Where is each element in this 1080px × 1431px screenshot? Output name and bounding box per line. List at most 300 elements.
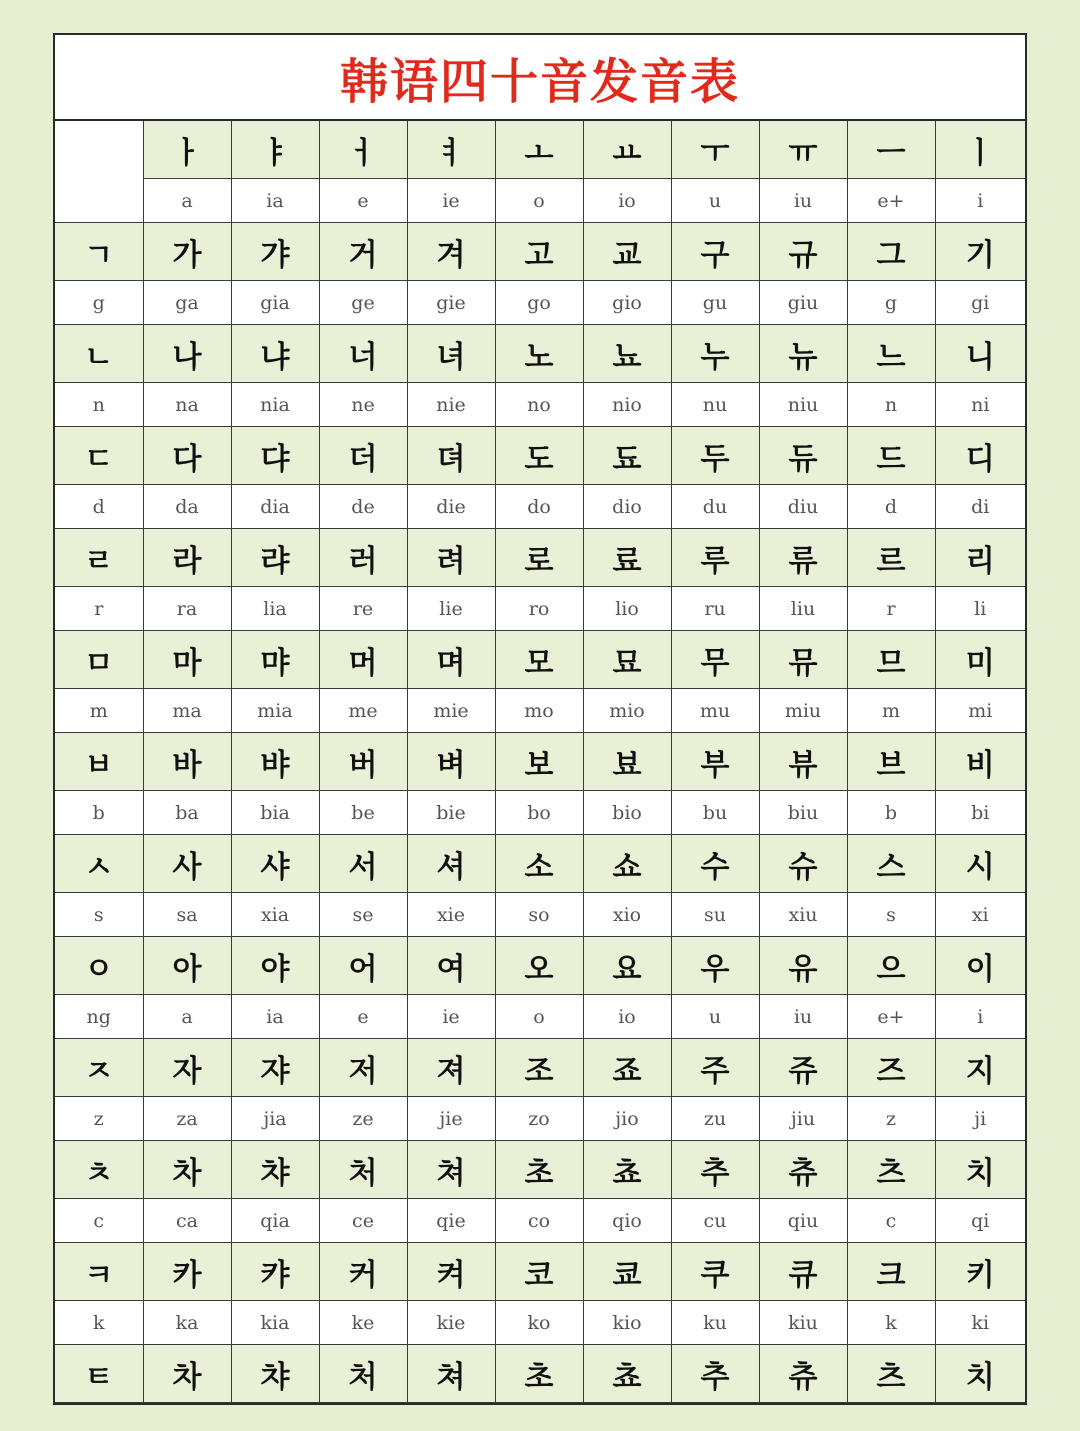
vowel-roman-cell: e bbox=[319, 179, 407, 223]
reading-cell: e+ bbox=[847, 995, 935, 1039]
reading-cell: xio bbox=[583, 893, 671, 937]
syllable-row bbox=[55, 427, 1025, 485]
reading-cell: kio bbox=[583, 1301, 671, 1345]
syllable-cell: 코 bbox=[495, 1243, 583, 1301]
syllable-cell: 뵤 bbox=[583, 733, 671, 791]
syllable-row bbox=[55, 529, 1025, 587]
reading-cell: ji bbox=[935, 1097, 1025, 1141]
syllable-cell: 뷰 bbox=[759, 733, 847, 791]
syllable-cell: 치 bbox=[935, 1141, 1025, 1199]
vowel-cell: ㅠ bbox=[759, 121, 847, 179]
syllable-row bbox=[55, 325, 1025, 383]
syllable-cell: 나 bbox=[143, 325, 231, 383]
consonant-roman-cell: n bbox=[55, 383, 143, 427]
reading-cell: gia bbox=[231, 281, 319, 325]
reading-row bbox=[55, 383, 1025, 427]
syllable-cell: 거 bbox=[319, 223, 407, 281]
reading-cell: zo bbox=[495, 1097, 583, 1141]
reading-cell: jia bbox=[231, 1097, 319, 1141]
syllable-cell: 바 bbox=[143, 733, 231, 791]
reading-cell: biu bbox=[759, 791, 847, 835]
syllable-cell: 치 bbox=[935, 1345, 1025, 1403]
syllable-row bbox=[55, 937, 1025, 995]
reading-cell: mie bbox=[407, 689, 495, 733]
syllable-cell: 추 bbox=[671, 1345, 759, 1403]
reading-row bbox=[55, 1199, 1025, 1243]
syllable-cell: 수 bbox=[671, 835, 759, 893]
syllable-cell: 추 bbox=[671, 1141, 759, 1199]
consonant-cell: ㄴ bbox=[55, 325, 143, 383]
reading-cell: na bbox=[143, 383, 231, 427]
reading-cell: su bbox=[671, 893, 759, 937]
reading-cell: de bbox=[319, 485, 407, 529]
syllable-cell: 차 bbox=[143, 1141, 231, 1199]
reading-cell: s bbox=[847, 893, 935, 937]
vowel-cell: ㅕ bbox=[407, 121, 495, 179]
reading-row bbox=[55, 689, 1025, 733]
syllable-cell: 며 bbox=[407, 631, 495, 689]
reading-cell: xie bbox=[407, 893, 495, 937]
syllable-cell: 어 bbox=[319, 937, 407, 995]
reading-cell: cu bbox=[671, 1199, 759, 1243]
syllable-cell: 자 bbox=[143, 1039, 231, 1097]
hangul-table bbox=[55, 121, 1025, 1403]
syllable-cell: 츄 bbox=[759, 1141, 847, 1199]
vowel-header-row bbox=[55, 121, 1025, 179]
consonant-roman-cell: m bbox=[55, 689, 143, 733]
syllable-cell: 으 bbox=[847, 937, 935, 995]
syllable-cell: 서 bbox=[319, 835, 407, 893]
reading-cell: da bbox=[143, 485, 231, 529]
consonant-cell: ㅊ bbox=[55, 1141, 143, 1199]
vowel-cell: ㅗ bbox=[495, 121, 583, 179]
reading-cell: ne bbox=[319, 383, 407, 427]
vowel-cell: ㅛ bbox=[583, 121, 671, 179]
reading-cell: i bbox=[935, 995, 1025, 1039]
syllable-cell: 쳐 bbox=[407, 1345, 495, 1403]
reading-row bbox=[55, 893, 1025, 937]
reading-cell: qia bbox=[231, 1199, 319, 1243]
syllable-cell: 처 bbox=[319, 1345, 407, 1403]
syllable-cell: 듀 bbox=[759, 427, 847, 485]
syllable-cell: 쥬 bbox=[759, 1039, 847, 1097]
syllable-cell: 지 bbox=[935, 1039, 1025, 1097]
vowel-roman-cell: e+ bbox=[847, 179, 935, 223]
consonant-roman-cell: s bbox=[55, 893, 143, 937]
vowel-roman-cell: ia bbox=[231, 179, 319, 223]
reading-cell: e bbox=[319, 995, 407, 1039]
reading-cell: do bbox=[495, 485, 583, 529]
syllable-cell: 로 bbox=[495, 529, 583, 587]
reading-cell: liu bbox=[759, 587, 847, 631]
reading-cell: kiu bbox=[759, 1301, 847, 1345]
syllable-cell: 슈 bbox=[759, 835, 847, 893]
vowel-cell: ㅓ bbox=[319, 121, 407, 179]
syllable-cell: 즈 bbox=[847, 1039, 935, 1097]
reading-cell: me bbox=[319, 689, 407, 733]
reading-cell: bie bbox=[407, 791, 495, 835]
reading-cell: xiu bbox=[759, 893, 847, 937]
syllable-cell: 보 bbox=[495, 733, 583, 791]
reading-cell: nio bbox=[583, 383, 671, 427]
syllable-cell: 쳐 bbox=[407, 1141, 495, 1199]
syllable-cell: 냐 bbox=[231, 325, 319, 383]
reading-cell: xi bbox=[935, 893, 1025, 937]
reading-cell: so bbox=[495, 893, 583, 937]
reading-cell: dia bbox=[231, 485, 319, 529]
syllable-cell: 디 bbox=[935, 427, 1025, 485]
syllable-cell: 려 bbox=[407, 529, 495, 587]
consonant-cell: ㅌ bbox=[55, 1345, 143, 1403]
consonant-roman-cell: g bbox=[55, 281, 143, 325]
reading-cell: jie bbox=[407, 1097, 495, 1141]
reading-cell: ba bbox=[143, 791, 231, 835]
syllable-cell: 겨 bbox=[407, 223, 495, 281]
syllable-cell: 저 bbox=[319, 1039, 407, 1097]
vowel-cell: ㅏ bbox=[143, 121, 231, 179]
syllable-cell: 초 bbox=[495, 1141, 583, 1199]
syllable-cell: 조 bbox=[495, 1039, 583, 1097]
syllable-cell: 야 bbox=[231, 937, 319, 995]
reading-cell: gio bbox=[583, 281, 671, 325]
reading-cell: nia bbox=[231, 383, 319, 427]
syllable-cell: 뱌 bbox=[231, 733, 319, 791]
reading-cell: ma bbox=[143, 689, 231, 733]
syllable-cell: 먀 bbox=[231, 631, 319, 689]
syllable-cell: 유 bbox=[759, 937, 847, 995]
syllable-cell: 요 bbox=[583, 937, 671, 995]
reading-cell: giu bbox=[759, 281, 847, 325]
syllable-cell: 크 bbox=[847, 1243, 935, 1301]
reading-cell: qio bbox=[583, 1199, 671, 1243]
corner-cell bbox=[55, 121, 143, 223]
syllable-cell: 러 bbox=[319, 529, 407, 587]
syllable-cell: 캬 bbox=[231, 1243, 319, 1301]
reading-cell: ni bbox=[935, 383, 1025, 427]
vowel-cell: ㅑ bbox=[231, 121, 319, 179]
reading-cell: ie bbox=[407, 995, 495, 1039]
reading-cell: lia bbox=[231, 587, 319, 631]
reading-cell: g bbox=[847, 281, 935, 325]
syllable-cell: 켜 bbox=[407, 1243, 495, 1301]
syllable-row bbox=[55, 1141, 1025, 1199]
reading-row bbox=[55, 485, 1025, 529]
consonant-cell: ㅂ bbox=[55, 733, 143, 791]
reading-cell: qie bbox=[407, 1199, 495, 1243]
syllable-cell: 랴 bbox=[231, 529, 319, 587]
syllable-cell: 셔 bbox=[407, 835, 495, 893]
vowel-roman-cell: u bbox=[671, 179, 759, 223]
vowel-roman-cell: i bbox=[935, 179, 1025, 223]
syllable-cell: 츄 bbox=[759, 1345, 847, 1403]
reading-cell: bu bbox=[671, 791, 759, 835]
syllable-cell: 미 bbox=[935, 631, 1025, 689]
reading-cell: qiu bbox=[759, 1199, 847, 1243]
reading-cell: ko bbox=[495, 1301, 583, 1345]
syllable-cell: 죠 bbox=[583, 1039, 671, 1097]
reading-row bbox=[55, 281, 1025, 325]
reading-cell: bio bbox=[583, 791, 671, 835]
reading-cell: jio bbox=[583, 1097, 671, 1141]
syllable-cell: 드 bbox=[847, 427, 935, 485]
reading-cell: qi bbox=[935, 1199, 1025, 1243]
syllable-cell: 누 bbox=[671, 325, 759, 383]
syllable-cell: 스 bbox=[847, 835, 935, 893]
reading-cell: ga bbox=[143, 281, 231, 325]
reading-row bbox=[55, 587, 1025, 631]
syllable-cell: 차 bbox=[143, 1345, 231, 1403]
reading-cell: ia bbox=[231, 995, 319, 1039]
syllable-row bbox=[55, 631, 1025, 689]
reading-cell: bi bbox=[935, 791, 1025, 835]
reading-cell: mu bbox=[671, 689, 759, 733]
consonant-cell: ㅋ bbox=[55, 1243, 143, 1301]
syllable-cell: 묘 bbox=[583, 631, 671, 689]
reading-cell: lie bbox=[407, 587, 495, 631]
syllable-row bbox=[55, 1345, 1025, 1403]
consonant-cell: ㅁ bbox=[55, 631, 143, 689]
reading-cell: di bbox=[935, 485, 1025, 529]
syllable-cell: 주 bbox=[671, 1039, 759, 1097]
syllable-cell: 버 bbox=[319, 733, 407, 791]
syllable-cell: 챠 bbox=[231, 1345, 319, 1403]
syllable-cell: 츠 bbox=[847, 1345, 935, 1403]
syllable-cell: 녀 bbox=[407, 325, 495, 383]
vowel-roman-cell: io bbox=[583, 179, 671, 223]
consonant-roman-cell: d bbox=[55, 485, 143, 529]
syllable-cell: 뎌 bbox=[407, 427, 495, 485]
reading-cell: ru bbox=[671, 587, 759, 631]
syllable-cell: 소 bbox=[495, 835, 583, 893]
reading-cell: mia bbox=[231, 689, 319, 733]
reading-cell: se bbox=[319, 893, 407, 937]
syllable-cell: 됴 bbox=[583, 427, 671, 485]
reading-cell: niu bbox=[759, 383, 847, 427]
reading-cell: gi bbox=[935, 281, 1025, 325]
syllable-row bbox=[55, 223, 1025, 281]
reading-cell: o bbox=[495, 995, 583, 1039]
reading-cell: bia bbox=[231, 791, 319, 835]
vowel-roman-cell: o bbox=[495, 179, 583, 223]
syllable-cell: 사 bbox=[143, 835, 231, 893]
syllable-cell: 시 bbox=[935, 835, 1025, 893]
syllable-cell: 쿠 bbox=[671, 1243, 759, 1301]
reading-cell: bo bbox=[495, 791, 583, 835]
syllable-cell: 츠 bbox=[847, 1141, 935, 1199]
syllable-cell: 챠 bbox=[231, 1141, 319, 1199]
consonant-roman-cell: c bbox=[55, 1199, 143, 1243]
syllable-cell: 초 bbox=[495, 1345, 583, 1403]
reading-cell: nu bbox=[671, 383, 759, 427]
reading-cell: ka bbox=[143, 1301, 231, 1345]
reading-cell: n bbox=[847, 383, 935, 427]
reading-cell: ce bbox=[319, 1199, 407, 1243]
reading-cell: miu bbox=[759, 689, 847, 733]
vowel-roman-row bbox=[55, 179, 1025, 223]
syllable-cell: 이 bbox=[935, 937, 1025, 995]
syllable-cell: 댜 bbox=[231, 427, 319, 485]
page-title: 韩语四十音发音表 bbox=[55, 35, 1025, 121]
reading-cell: sa bbox=[143, 893, 231, 937]
reading-cell: iu bbox=[759, 995, 847, 1039]
syllable-cell: 느 bbox=[847, 325, 935, 383]
syllable-cell: 니 bbox=[935, 325, 1025, 383]
syllable-cell: 아 bbox=[143, 937, 231, 995]
reading-cell: no bbox=[495, 383, 583, 427]
syllable-cell: 처 bbox=[319, 1141, 407, 1199]
vowel-cell: ㅜ bbox=[671, 121, 759, 179]
reading-cell: ku bbox=[671, 1301, 759, 1345]
syllable-cell: 두 bbox=[671, 427, 759, 485]
reading-cell: re bbox=[319, 587, 407, 631]
reading-row bbox=[55, 791, 1025, 835]
syllable-cell: 구 bbox=[671, 223, 759, 281]
syllable-cell: 갸 bbox=[231, 223, 319, 281]
reading-cell: gie bbox=[407, 281, 495, 325]
vowel-roman-cell: a bbox=[143, 179, 231, 223]
syllable-cell: 므 bbox=[847, 631, 935, 689]
syllable-row bbox=[55, 733, 1025, 791]
reading-cell: dio bbox=[583, 485, 671, 529]
syllable-cell: 기 bbox=[935, 223, 1025, 281]
syllable-cell: 노 bbox=[495, 325, 583, 383]
reading-cell: zu bbox=[671, 1097, 759, 1141]
reading-cell: r bbox=[847, 587, 935, 631]
syllable-cell: 키 bbox=[935, 1243, 1025, 1301]
consonant-cell: ㅈ bbox=[55, 1039, 143, 1097]
syllable-cell: 더 bbox=[319, 427, 407, 485]
syllable-cell: 쟈 bbox=[231, 1039, 319, 1097]
reading-cell: du bbox=[671, 485, 759, 529]
reading-cell: a bbox=[143, 995, 231, 1039]
syllable-cell: 도 bbox=[495, 427, 583, 485]
reading-cell: io bbox=[583, 995, 671, 1039]
syllable-cell: 라 bbox=[143, 529, 231, 587]
pronunciation-chart bbox=[53, 33, 1027, 1405]
vowel-cell: ㅡ bbox=[847, 121, 935, 179]
syllable-cell: 오 bbox=[495, 937, 583, 995]
syllable-cell: 샤 bbox=[231, 835, 319, 893]
vowel-roman-cell: ie bbox=[407, 179, 495, 223]
syllable-cell: 큐 bbox=[759, 1243, 847, 1301]
syllable-cell: 쿄 bbox=[583, 1243, 671, 1301]
syllable-cell: 커 bbox=[319, 1243, 407, 1301]
reading-cell: u bbox=[671, 995, 759, 1039]
reading-cell: xia bbox=[231, 893, 319, 937]
reading-cell: gu bbox=[671, 281, 759, 325]
reading-cell: ro bbox=[495, 587, 583, 631]
syllable-cell: 부 bbox=[671, 733, 759, 791]
syllable-row bbox=[55, 1039, 1025, 1097]
syllable-cell: 우 bbox=[671, 937, 759, 995]
reading-cell: co bbox=[495, 1199, 583, 1243]
syllable-row bbox=[55, 1243, 1025, 1301]
syllable-cell: 리 bbox=[935, 529, 1025, 587]
syllable-cell: 쇼 bbox=[583, 835, 671, 893]
consonant-cell: ㄹ bbox=[55, 529, 143, 587]
reading-cell: d bbox=[847, 485, 935, 529]
consonant-cell: ㅇ bbox=[55, 937, 143, 995]
syllable-cell: 교 bbox=[583, 223, 671, 281]
syllable-cell: 가 bbox=[143, 223, 231, 281]
reading-cell: z bbox=[847, 1097, 935, 1141]
syllable-cell: 루 bbox=[671, 529, 759, 587]
syllable-cell: 져 bbox=[407, 1039, 495, 1097]
consonant-roman-cell: b bbox=[55, 791, 143, 835]
reading-row bbox=[55, 1097, 1025, 1141]
syllable-cell: 다 bbox=[143, 427, 231, 485]
reading-cell: ra bbox=[143, 587, 231, 631]
syllable-cell: 벼 bbox=[407, 733, 495, 791]
syllable-cell: 르 bbox=[847, 529, 935, 587]
reading-cell: nie bbox=[407, 383, 495, 427]
syllable-cell: 뇨 bbox=[583, 325, 671, 383]
syllable-cell: 고 bbox=[495, 223, 583, 281]
reading-cell: ca bbox=[143, 1199, 231, 1243]
reading-cell: diu bbox=[759, 485, 847, 529]
syllable-cell: 료 bbox=[583, 529, 671, 587]
reading-cell: mio bbox=[583, 689, 671, 733]
reading-row bbox=[55, 995, 1025, 1039]
reading-cell: k bbox=[847, 1301, 935, 1345]
reading-cell: ke bbox=[319, 1301, 407, 1345]
syllable-cell: 카 bbox=[143, 1243, 231, 1301]
consonant-roman-cell: r bbox=[55, 587, 143, 631]
reading-cell: ze bbox=[319, 1097, 407, 1141]
reading-cell: m bbox=[847, 689, 935, 733]
consonant-roman-cell: ng bbox=[55, 995, 143, 1039]
syllable-cell: 너 bbox=[319, 325, 407, 383]
reading-cell: lio bbox=[583, 587, 671, 631]
syllable-cell: 쵸 bbox=[583, 1345, 671, 1403]
reading-cell: za bbox=[143, 1097, 231, 1141]
reading-cell: mi bbox=[935, 689, 1025, 733]
vowel-roman-cell: iu bbox=[759, 179, 847, 223]
syllable-cell: 규 bbox=[759, 223, 847, 281]
syllable-cell: 모 bbox=[495, 631, 583, 689]
reading-cell: jiu bbox=[759, 1097, 847, 1141]
syllable-cell: 뉴 bbox=[759, 325, 847, 383]
reading-cell: c bbox=[847, 1199, 935, 1243]
reading-cell: ge bbox=[319, 281, 407, 325]
syllable-cell: 뮤 bbox=[759, 631, 847, 689]
syllable-row bbox=[55, 835, 1025, 893]
syllable-cell: 머 bbox=[319, 631, 407, 689]
reading-cell: ki bbox=[935, 1301, 1025, 1345]
consonant-cell: ㄷ bbox=[55, 427, 143, 485]
consonant-cell: ㄱ bbox=[55, 223, 143, 281]
reading-cell: kia bbox=[231, 1301, 319, 1345]
reading-cell: be bbox=[319, 791, 407, 835]
reading-cell: go bbox=[495, 281, 583, 325]
reading-cell: kie bbox=[407, 1301, 495, 1345]
consonant-cell: ㅅ bbox=[55, 835, 143, 893]
consonant-roman-cell: z bbox=[55, 1097, 143, 1141]
syllable-cell: 마 bbox=[143, 631, 231, 689]
vowel-cell: ㅣ bbox=[935, 121, 1025, 179]
reading-cell: li bbox=[935, 587, 1025, 631]
consonant-roman-cell: k bbox=[55, 1301, 143, 1345]
syllable-cell: 류 bbox=[759, 529, 847, 587]
reading-cell: die bbox=[407, 485, 495, 529]
reading-cell: mo bbox=[495, 689, 583, 733]
syllable-cell: 무 bbox=[671, 631, 759, 689]
syllable-cell: 비 bbox=[935, 733, 1025, 791]
reading-row bbox=[55, 1301, 1025, 1345]
reading-cell: b bbox=[847, 791, 935, 835]
syllable-cell: 브 bbox=[847, 733, 935, 791]
syllable-cell: 쵸 bbox=[583, 1141, 671, 1199]
